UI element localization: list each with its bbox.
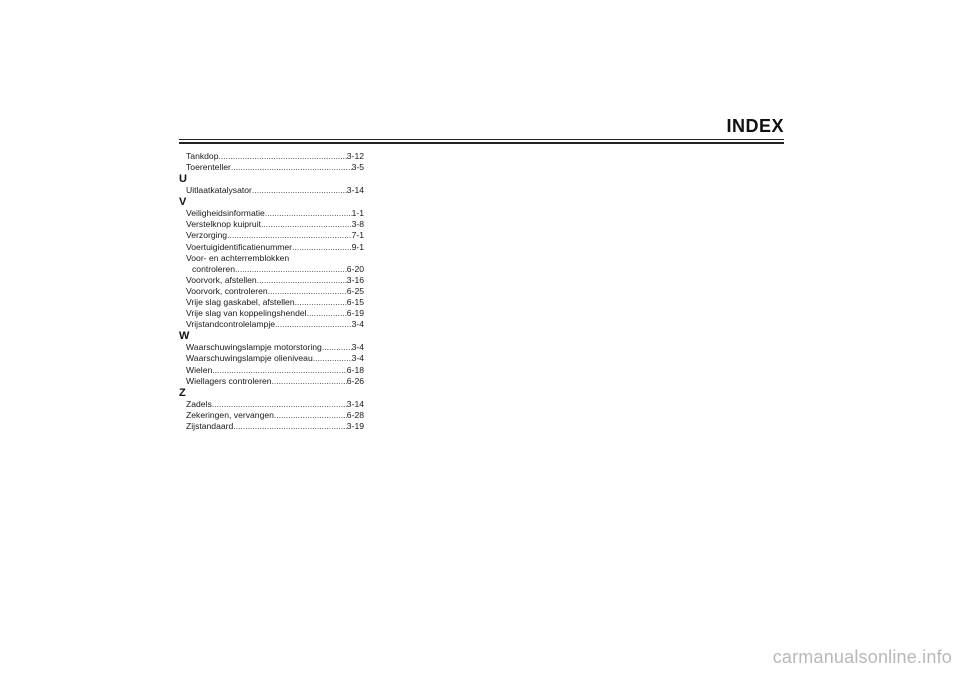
page-ref: 3-16 (346, 274, 364, 285)
index-entry (179, 151, 364, 162)
dot-leader (272, 376, 347, 387)
page-ref: 3-8 (351, 219, 364, 230)
dot-leader (292, 242, 352, 253)
index-term: Tankdop (186, 151, 219, 161)
index-entry-heading (179, 253, 364, 264)
index-term: Vrijstandcontrolelampje (186, 319, 276, 330)
page-ref: 6-19 (346, 308, 364, 319)
index-entry (179, 219, 364, 230)
index-term: Wiellagers controleren (186, 375, 272, 386)
index-column (179, 151, 364, 432)
page-ref: 7-1 (351, 230, 364, 241)
page-ref: 6-18 (346, 364, 364, 375)
title-rule (179, 139, 784, 140)
index-term: Voertuigidentificatienummer (186, 241, 293, 252)
page-ref: 9-1 (351, 241, 364, 252)
page-ref: 3-12 (346, 151, 364, 161)
dot-leader (212, 365, 347, 376)
index-term: Waarschuwingslampje motorstoring (186, 342, 322, 353)
page-ref: 3-4 (351, 353, 364, 364)
page-ref: 3-19 (346, 420, 364, 431)
dot-leader (231, 162, 352, 173)
index-term: Voorvork, controleren (186, 285, 268, 296)
section-letter-w: W (179, 330, 190, 343)
page-ref: 6-20 (346, 263, 364, 274)
index-entry (179, 185, 364, 196)
index-entry (179, 308, 364, 319)
index-term: Verstelknop kuipruit (186, 219, 261, 230)
index-entry (179, 376, 364, 387)
dot-leader (227, 230, 351, 241)
section-letter-u: U (179, 173, 187, 186)
watermark: carmanualsonline.info (772, 647, 952, 667)
index-term: Voor- en achterremblokken (186, 252, 290, 263)
index-entry (179, 410, 364, 421)
page-ref: 3-4 (351, 342, 364, 353)
index-term: Vrije slag van koppelingshendel (186, 308, 307, 319)
index-term: Vrije slag gaskabel, afstellen (186, 297, 295, 308)
dot-leader (274, 410, 347, 421)
section-letter-z: Z (179, 386, 186, 399)
index-term: Zadels (186, 398, 212, 409)
index-term: controleren (192, 263, 235, 274)
dot-leader (295, 297, 347, 308)
dot-leader (235, 264, 347, 275)
index-term: Zekeringen, vervangen (186, 409, 274, 420)
dot-leader (233, 421, 347, 432)
page-ref: 3-5 (351, 162, 364, 173)
index-entry (179, 399, 364, 410)
dot-leader (268, 286, 347, 297)
index-term: Verzorging (186, 230, 228, 241)
index-entry (179, 319, 364, 330)
dot-leader (261, 219, 352, 230)
index-term: Uitlaatkatalysator (186, 185, 252, 196)
dot-leader (322, 342, 352, 353)
index-term: Voorvork, afstellen (186, 274, 257, 285)
index-entry (179, 342, 364, 353)
page-ref: 3-4 (351, 319, 364, 330)
section-letter-v: V (179, 196, 187, 209)
index-term: Toerenteller (186, 162, 231, 173)
index-term: Wielen (186, 364, 213, 375)
page-ref: 6-26 (346, 375, 364, 386)
index-entry (179, 230, 364, 241)
index-entry (179, 242, 364, 253)
index-entry-continuation (179, 264, 364, 275)
index-term: Zijstandaard (186, 420, 234, 431)
index-entry (179, 286, 364, 297)
index-entry (179, 208, 364, 219)
dot-leader (257, 275, 347, 286)
index-entry (179, 162, 364, 173)
dot-leader (275, 319, 352, 330)
dot-leader (219, 151, 347, 162)
index-term: Veiligheidsinformatie (186, 208, 265, 219)
index-entry (179, 353, 364, 364)
dot-leader (307, 308, 347, 319)
dot-leader (313, 353, 352, 364)
dot-leader (212, 399, 347, 410)
page-ref: 6-28 (346, 409, 364, 420)
page-ref: 1-1 (351, 208, 364, 219)
dot-leader (252, 185, 347, 196)
index-entry (179, 365, 364, 376)
index-entry (179, 275, 364, 286)
dot-leader (265, 208, 352, 219)
index-entry (179, 297, 364, 308)
index-entry (179, 421, 364, 432)
page-ref: 3-14 (346, 398, 364, 409)
page-ref: 6-15 (346, 297, 364, 308)
page-title: INDEX (726, 116, 784, 136)
page-ref: 3-14 (346, 185, 364, 196)
index-term: Waarschuwingslampje olieniveau (186, 353, 313, 364)
page-ref: 6-25 (346, 285, 364, 296)
